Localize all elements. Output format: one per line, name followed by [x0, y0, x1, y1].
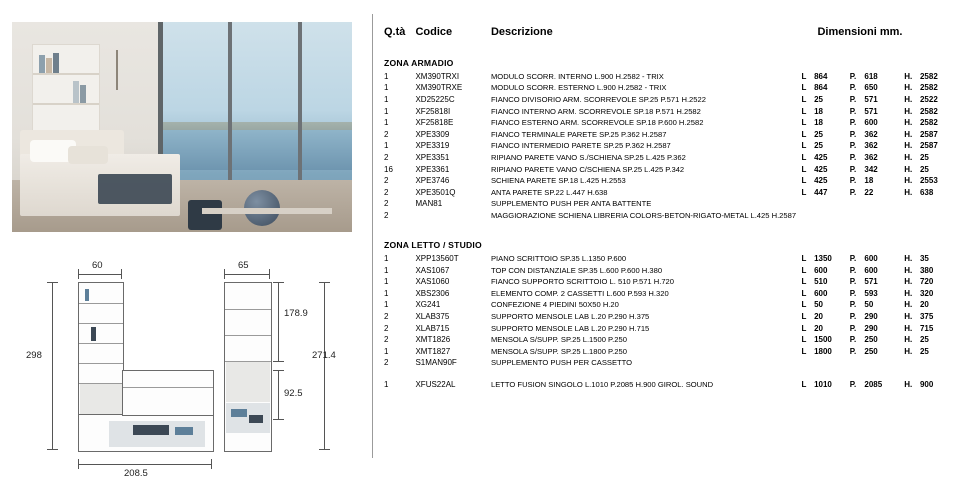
cell-qta: 1	[384, 380, 389, 390]
table-row	[384, 187, 962, 199]
shelf-elevation	[122, 370, 214, 416]
table-row	[384, 358, 962, 370]
spec-table-area	[384, 26, 964, 391]
cell-descrizione: PIANO SCRITTOIO SP.35 L.1350 P.600	[490, 253, 627, 263]
cell-qta: 1	[384, 253, 389, 263]
cell-h-value: 2587	[919, 129, 938, 139]
cell-codice: XPE3746	[415, 176, 450, 186]
header-codice: Codice	[415, 26, 453, 38]
table-row	[384, 141, 962, 153]
cell-l-value: 25	[814, 94, 823, 104]
cell-p-label: P.	[849, 129, 857, 139]
cell-p-label: P.	[849, 288, 857, 298]
table-row	[384, 288, 962, 300]
cell-p-label: P.	[849, 118, 857, 128]
photo-pillow	[68, 146, 108, 164]
table-row	[384, 346, 962, 358]
table-row	[384, 265, 962, 277]
cell-h-value: 2582	[919, 118, 938, 128]
cell-qta: 1	[384, 265, 389, 275]
dim-label-298: 298	[26, 350, 42, 361]
cell-codice: XLAB375	[415, 312, 450, 322]
cell-qta: 2	[384, 176, 389, 186]
cell-codice: XM390TRXI	[415, 71, 460, 81]
cell-h-label	[904, 210, 920, 222]
cell-descrizione: RIPIANO PARETE VANO C/SCHIENA SP.25 L.425 P.342	[490, 164, 685, 174]
cell-h-label: H.	[904, 71, 913, 81]
cell-h-label: H.	[904, 288, 913, 298]
cell-qta: 2	[384, 199, 389, 209]
cell-h-value	[920, 199, 962, 211]
cell-codice: XMT1827	[415, 346, 451, 356]
cell-p-label: P.	[849, 277, 857, 287]
cell-h-label: H.	[904, 106, 913, 116]
cell-p-value	[864, 199, 904, 211]
cell-p-value	[864, 210, 904, 222]
wardrobe-elevation-right	[224, 282, 272, 452]
cell-h-label: H.	[904, 335, 913, 345]
cell-codice: XPE3309	[415, 129, 450, 139]
cell-descrizione: FIANCO TERMINALE PARETE SP.25 P.362 H.2587	[490, 129, 667, 139]
cell-p-label: P.	[849, 152, 857, 162]
cell-l-label: L	[801, 164, 807, 174]
cell-qta: 1	[384, 300, 389, 310]
cell-qta: 2	[384, 358, 389, 368]
cell-p-value: 250	[864, 335, 878, 345]
cell-l-label: L	[801, 71, 807, 81]
cell-qta: 1	[384, 141, 389, 151]
cell-h-label: H.	[904, 312, 913, 322]
cell-codice: XPE3501Q	[415, 187, 456, 197]
photo-lamp	[116, 50, 118, 90]
table-row	[384, 175, 962, 187]
cell-h-label: H.	[904, 380, 913, 390]
cell-codice: XAS1067	[415, 265, 450, 275]
cell-h-value: 2522	[919, 94, 938, 104]
table-row	[384, 277, 962, 289]
cell-p-label: P.	[849, 300, 857, 310]
cell-qta: 1	[384, 106, 389, 116]
table-header-row	[384, 26, 962, 50]
cell-qta: 1	[384, 83, 389, 93]
cell-descrizione: ELEMENTO COMP. 2 CASSETTI L.600 P.593 H.320	[490, 288, 669, 298]
cell-codice: XPE3361	[415, 164, 450, 174]
cell-descrizione: SUPPORTO MENSOLE LAB L.20 P.290 H.375	[490, 312, 650, 322]
cell-p-value: 362	[864, 141, 878, 151]
cell-codice: XAS1060	[415, 277, 450, 287]
cell-l-label: L	[801, 176, 807, 186]
cell-qta: 2	[384, 152, 389, 162]
cell-l-value: 600	[814, 265, 828, 275]
header-descrizione: Descrizione	[490, 26, 553, 38]
cell-p-label	[850, 358, 865, 370]
cell-p-value: 600	[864, 118, 878, 128]
cell-codice: XFUS22AL	[415, 380, 456, 390]
cell-l-value: 1800	[814, 346, 832, 356]
dim-label-92-5: 92.5	[284, 388, 303, 399]
cell-l-label	[801, 199, 814, 211]
dim-label-65: 65	[238, 260, 249, 271]
photo-throw-blanket	[98, 174, 172, 204]
cell-h-label: H.	[904, 346, 913, 356]
cell-h-value: 320	[919, 288, 934, 298]
cell-codice: XLAB715	[415, 323, 450, 333]
cell-qta: 16	[384, 164, 393, 174]
table-row	[384, 164, 962, 176]
cell-descrizione: SUPPLEMENTO PUSH PER ANTA BATTENTE	[490, 199, 652, 209]
cell-descrizione: MODULO SCORR. ESTERNO L.900 H.2582 - TRIX	[490, 83, 667, 93]
table-row	[384, 335, 962, 347]
cell-codice: XG241	[415, 300, 441, 310]
cell-h-value	[920, 210, 962, 222]
cell-h-value: 25	[919, 152, 929, 162]
cell-h-label	[904, 199, 920, 211]
cell-h-value: 2553	[919, 176, 938, 186]
cell-qta: 1	[384, 277, 389, 287]
left-panel	[0, 0, 372, 479]
cell-descrizione: FIANCO SUPPORTO SCRITTOIO L. 510 P.571 H.720	[490, 277, 675, 287]
cell-p-value: 50	[864, 300, 874, 310]
dim-line-208-5	[78, 464, 212, 465]
cell-h-value: 2582	[919, 106, 938, 116]
table-row	[384, 94, 962, 106]
cell-codice: MAN81	[415, 199, 443, 209]
cell-l-value: 510	[814, 277, 828, 287]
cell-descrizione: ANTA PARETE SP.22 L.447 H.638	[490, 187, 608, 197]
cell-qta: 2	[384, 211, 389, 220]
cell-p-label: P.	[849, 106, 857, 116]
cell-h-value: 20	[919, 300, 929, 310]
cell-p-label: P.	[849, 141, 857, 151]
cell-h-label: H.	[904, 94, 913, 104]
cell-l-label: L	[801, 94, 807, 104]
section-title: ZONA ARMADIO	[384, 58, 454, 68]
cell-codice: XD25225C	[415, 94, 455, 104]
dim-label-271-4: 271.4	[312, 350, 336, 361]
cell-l-label: L	[801, 83, 807, 93]
cell-codice: XPP13560T	[415, 253, 459, 263]
cell-p-label: P.	[849, 176, 857, 186]
cell-p-label: P.	[849, 253, 857, 263]
cell-p-label: P.	[849, 346, 857, 356]
cell-p-label: P.	[849, 94, 857, 104]
cell-l-value: 1500	[814, 335, 832, 345]
cell-descrizione: TOP CON DISTANZIALE SP.35 L.600 P.600 H.380	[490, 265, 663, 275]
cell-l-value: 50	[814, 300, 823, 310]
header-dimensioni: Dimensioni mm.	[817, 26, 903, 38]
table-row	[384, 300, 962, 312]
cell-descrizione: FIANCO INTERMEDIO PARETE SP.25 P.362 H.2587	[490, 141, 671, 151]
cell-descrizione: SUPPLEMENTO PUSH PER CASSETTO	[490, 358, 633, 368]
cell-h-label: H.	[904, 164, 913, 174]
cell-l-value: 20	[814, 323, 823, 333]
cell-h-value: 2582	[919, 83, 938, 93]
cell-qta: 2	[384, 187, 389, 197]
section-title: ZONA LETTO / STUDIO	[384, 240, 482, 251]
table-row	[384, 253, 962, 265]
dim-line-65	[224, 274, 270, 275]
cell-p-label: P.	[849, 71, 857, 81]
cell-descrizione: MODULO SCORR. INTERNO L.900 H.2582 - TRIX	[490, 71, 664, 81]
cell-p-label: P.	[849, 187, 857, 197]
cell-p-value: 2085	[864, 380, 883, 390]
table-row	[384, 117, 962, 129]
cell-p-value: 593	[864, 288, 878, 298]
cell-codice: XF25818I	[415, 106, 451, 116]
cell-p-label: P.	[849, 164, 857, 174]
cell-h-label: H.	[904, 277, 913, 287]
cell-h-label: H.	[904, 300, 913, 310]
cell-l-label: L	[801, 288, 807, 298]
cell-h-value: 380	[919, 265, 934, 275]
cell-l-label	[801, 358, 814, 370]
cell-descrizione: MENSOLA S/SUPP. SP.25 L.1800 P.250	[490, 346, 627, 356]
cell-p-label: P.	[849, 83, 857, 93]
cell-l-value: 425	[814, 152, 828, 162]
cell-qta: 1	[384, 346, 389, 356]
cell-h-value: 25	[919, 346, 929, 356]
dim-line-178-9	[278, 282, 279, 362]
cell-l-label: L	[801, 380, 807, 390]
cell-descrizione: FIANCO DIVISORIO ARM. SCORREVOLE SP.25 P.571 H.2522	[490, 94, 706, 104]
cell-p-value: 571	[864, 94, 878, 104]
cell-h-value: 720	[919, 277, 934, 287]
cell-l-label: L	[801, 277, 807, 287]
table-row	[384, 199, 962, 211]
cell-p-value: 342	[864, 164, 878, 174]
cell-qta: 1	[384, 71, 389, 81]
cell-p-label: P.	[849, 335, 857, 345]
cell-l-label: L	[801, 106, 807, 116]
cell-l-value: 18	[814, 118, 823, 128]
cell-h-label	[904, 358, 920, 370]
dim-label-208-5: 208.5	[124, 468, 148, 479]
cell-descrizione: MENSOLA S/SUPP. SP.25 L.1500 P.250	[490, 335, 627, 345]
table-row	[384, 380, 962, 392]
cell-qta: 2	[384, 129, 389, 139]
cell-p-value: 571	[864, 106, 878, 116]
photo-shelf-unit	[32, 44, 100, 138]
cell-l-value: 25	[814, 141, 823, 151]
cell-h-label: H.	[904, 118, 913, 128]
cell-l-value	[814, 210, 850, 222]
cell-h-value: 2582	[919, 71, 938, 81]
table-row	[384, 129, 962, 141]
table-section-title-row	[384, 50, 962, 71]
cell-l-label: L	[801, 118, 807, 128]
cell-l-label: L	[801, 335, 807, 345]
cell-p-value: 22	[864, 187, 874, 197]
cell-l-value: 864	[814, 71, 828, 81]
cell-h-label: H.	[904, 176, 913, 186]
cell-p-value	[864, 358, 904, 370]
dim-line-92-5	[278, 370, 279, 420]
cell-codice: XPE3319	[415, 141, 450, 151]
cell-h-value: 2587	[919, 141, 938, 151]
cell-l-label: L	[801, 300, 807, 310]
cell-l-value	[814, 199, 850, 211]
cell-qta: 2	[384, 335, 389, 345]
cell-p-value: 600	[864, 265, 878, 275]
cell-qta: 2	[384, 312, 389, 322]
cell-codice: XBS2306	[415, 288, 450, 298]
header-qta: Q.tà	[384, 26, 406, 38]
cell-descrizione: RIPIANO PARETE VANO S./SCHIENA SP.25 L.425 P.362	[490, 152, 686, 162]
cell-h-value: 900	[919, 380, 934, 390]
cell-descrizione: LETTO FUSION SINGOLO L.1010 P.2085 H.900 GIROL. SOUND	[490, 380, 714, 390]
cell-p-value: 362	[864, 152, 878, 162]
table-row	[384, 311, 962, 323]
table-row	[384, 323, 962, 335]
cell-l-value: 600	[814, 288, 828, 298]
cell-codice: XPE3351	[415, 152, 450, 162]
cell-l-value: 18	[814, 106, 823, 116]
cell-descrizione: MAGGIORAZIONE SCHIENA LIBRERIA COLORS-BETON-RIGATO-METAL L.425 H.2587	[490, 211, 797, 220]
cell-l-value: 1350	[814, 253, 832, 263]
cell-p-label	[850, 199, 865, 211]
cell-p-value: 618	[864, 71, 878, 81]
table-spacer-row	[384, 222, 962, 232]
cell-p-value: 600	[864, 253, 878, 263]
cell-h-label: H.	[904, 141, 913, 151]
cell-h-label: H.	[904, 265, 913, 275]
cell-l-label: L	[801, 346, 807, 356]
cell-l-label: L	[801, 152, 807, 162]
cell-p-label: P.	[849, 323, 857, 333]
cell-l-label	[801, 210, 814, 222]
cell-l-label: L	[801, 129, 807, 139]
desk-bed-elevation	[78, 414, 214, 452]
cell-h-value	[920, 358, 962, 370]
cell-p-value: 290	[864, 312, 878, 322]
cell-qta: 1	[384, 94, 389, 104]
cell-l-value: 425	[814, 164, 828, 174]
cell-h-value: 638	[919, 187, 934, 197]
cell-h-value: 35	[919, 253, 929, 263]
cell-descrizione: SCHIENA PARETE SP.18 L.425 H.2553	[490, 176, 626, 186]
cell-h-value: 25	[919, 335, 929, 345]
cell-l-label: L	[801, 265, 807, 275]
cell-descrizione: FIANCO INTERNO ARM. SCORREVOLE SP.18 P.571 H.2582	[490, 106, 701, 116]
cell-l-label: L	[801, 141, 807, 151]
table-row	[384, 71, 962, 83]
cell-qta: 1	[384, 288, 389, 298]
cell-p-value: 18	[864, 176, 874, 186]
cell-l-value	[814, 358, 850, 370]
cell-p-value: 362	[864, 129, 878, 139]
cell-codice: XM390TRXE	[415, 83, 463, 93]
dim-line-298	[52, 282, 53, 450]
cell-codice: S1MAN90F	[415, 358, 457, 368]
cell-codice: XF25818E	[415, 118, 454, 128]
cell-h-label: H.	[904, 83, 913, 93]
table-row	[384, 210, 962, 222]
cell-l-value: 425	[814, 176, 828, 186]
cell-l-value: 25	[814, 129, 823, 139]
cell-l-value: 447	[814, 187, 828, 197]
cell-p-value: 571	[864, 277, 878, 287]
table-spacer-row	[384, 369, 962, 379]
cell-h-label: H.	[904, 253, 913, 263]
cell-l-label: L	[801, 323, 807, 333]
vertical-divider	[372, 14, 373, 458]
table-row	[384, 83, 962, 95]
cell-p-label: P.	[849, 312, 857, 322]
cell-p-label: P.	[849, 380, 857, 390]
photo-stool	[188, 200, 222, 230]
spec-table	[384, 26, 962, 391]
dim-label-60: 60	[92, 260, 103, 271]
cell-h-label: H.	[904, 187, 913, 197]
cell-p-value: 290	[864, 323, 878, 333]
cell-p-label	[850, 210, 865, 222]
cell-l-label: L	[801, 253, 807, 263]
cell-l-label: L	[801, 312, 807, 322]
wardrobe-elevation	[78, 282, 124, 416]
cell-l-label: L	[801, 187, 807, 197]
cell-qta: 1	[384, 118, 389, 128]
technical-drawing	[12, 250, 360, 479]
cell-descrizione: CONFEZIONE 4 PIEDINI 50X50 H.20	[490, 300, 619, 310]
cell-codice	[415, 210, 491, 222]
cell-codice: XMT1826	[415, 335, 451, 345]
cell-h-value: 715	[919, 323, 934, 333]
bedroom-render-photo	[12, 22, 352, 232]
photo-desk-top	[202, 208, 332, 214]
cell-descrizione: SUPPORTO MENSOLE LAB L.20 P.290 H.715	[490, 323, 650, 333]
cell-h-value: 25	[919, 164, 929, 174]
dim-line-60	[78, 274, 122, 275]
cell-h-label: H.	[904, 323, 913, 333]
table-section-title-row	[384, 232, 962, 253]
table-row	[384, 106, 962, 118]
cell-p-label: P.	[849, 265, 857, 275]
dim-line-271-4	[324, 282, 325, 450]
cell-l-value: 864	[814, 83, 828, 93]
cell-l-value: 1010	[814, 380, 832, 390]
cell-h-label: H.	[904, 129, 913, 139]
cell-p-value: 650	[864, 83, 878, 93]
cell-descrizione: FIANCO ESTERNO ARM. SCORREVOLE SP.18 P.600 H.2582	[490, 118, 704, 128]
dim-label-178-9: 178.9	[284, 308, 308, 319]
table-row	[384, 152, 962, 164]
cell-qta: 2	[384, 323, 389, 333]
cell-l-value: 20	[814, 312, 823, 322]
cell-h-label: H.	[904, 152, 913, 162]
cell-p-value: 250	[864, 346, 878, 356]
cell-h-value: 375	[919, 312, 934, 322]
